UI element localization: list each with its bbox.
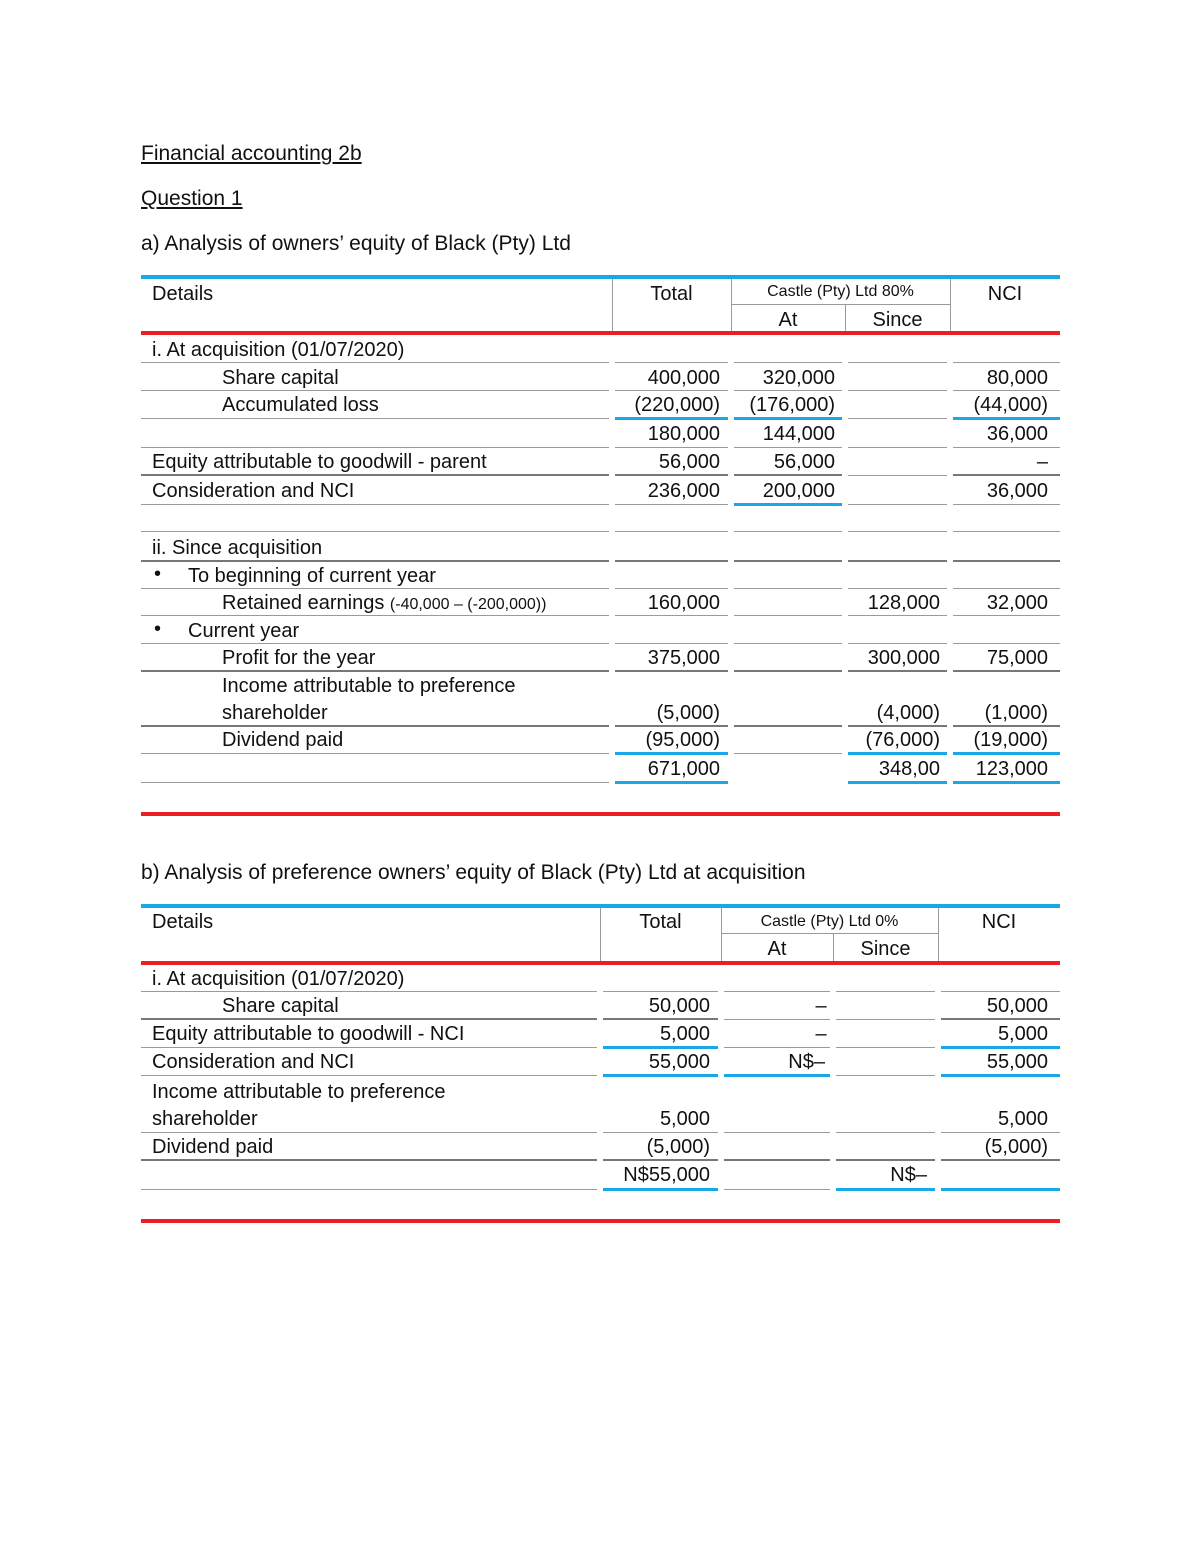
table-b-bottom-border (141, 1219, 1060, 1223)
table-a-bottom-border (141, 812, 1060, 816)
table-a-header-border (141, 331, 1060, 335)
col-group-header: Castle (Pty) Ltd 0% (760, 913, 899, 930)
col-details-header: Details (152, 283, 214, 305)
table-b-header-border (141, 961, 1060, 965)
bullet-icon: • (154, 563, 162, 585)
col-total-header: Total (639, 911, 682, 933)
col-since-header: Since (872, 309, 923, 331)
bullet-icon: • (154, 618, 162, 640)
page-title: Financial accounting 2b (141, 142, 362, 165)
table-b-heading: b) Analysis of preference owners’ equity of Black (Pty) Ltd at acquisition (141, 861, 806, 884)
table-a-heading: a) Analysis of owners’ equity of Black (Pty) Ltd (141, 232, 571, 255)
col-total-header: Total (650, 283, 693, 305)
bullet-beginning-year: To beginning of current year (188, 565, 436, 587)
col-nci-header: NCI (981, 911, 1017, 933)
section-at-acquisition: i. At acquisition (01/07/2020) (152, 339, 405, 361)
col-group-header: Castle (Pty) Ltd 80% (767, 283, 914, 300)
table-a-top-border (141, 275, 1060, 279)
col-since-header: Since (860, 938, 911, 960)
col-nci-header: NCI (987, 283, 1023, 305)
col-details-header: Details (152, 911, 214, 933)
bullet-current-year: Current year (188, 620, 300, 642)
col-at-header: At (778, 309, 798, 331)
col-at-header: At (767, 938, 787, 960)
section-at-acquisition: i. At acquisition (01/07/2020) (152, 968, 405, 990)
question-heading: Question 1 (141, 187, 243, 210)
section-since-acquisition: ii. Since acquisition (152, 537, 323, 559)
